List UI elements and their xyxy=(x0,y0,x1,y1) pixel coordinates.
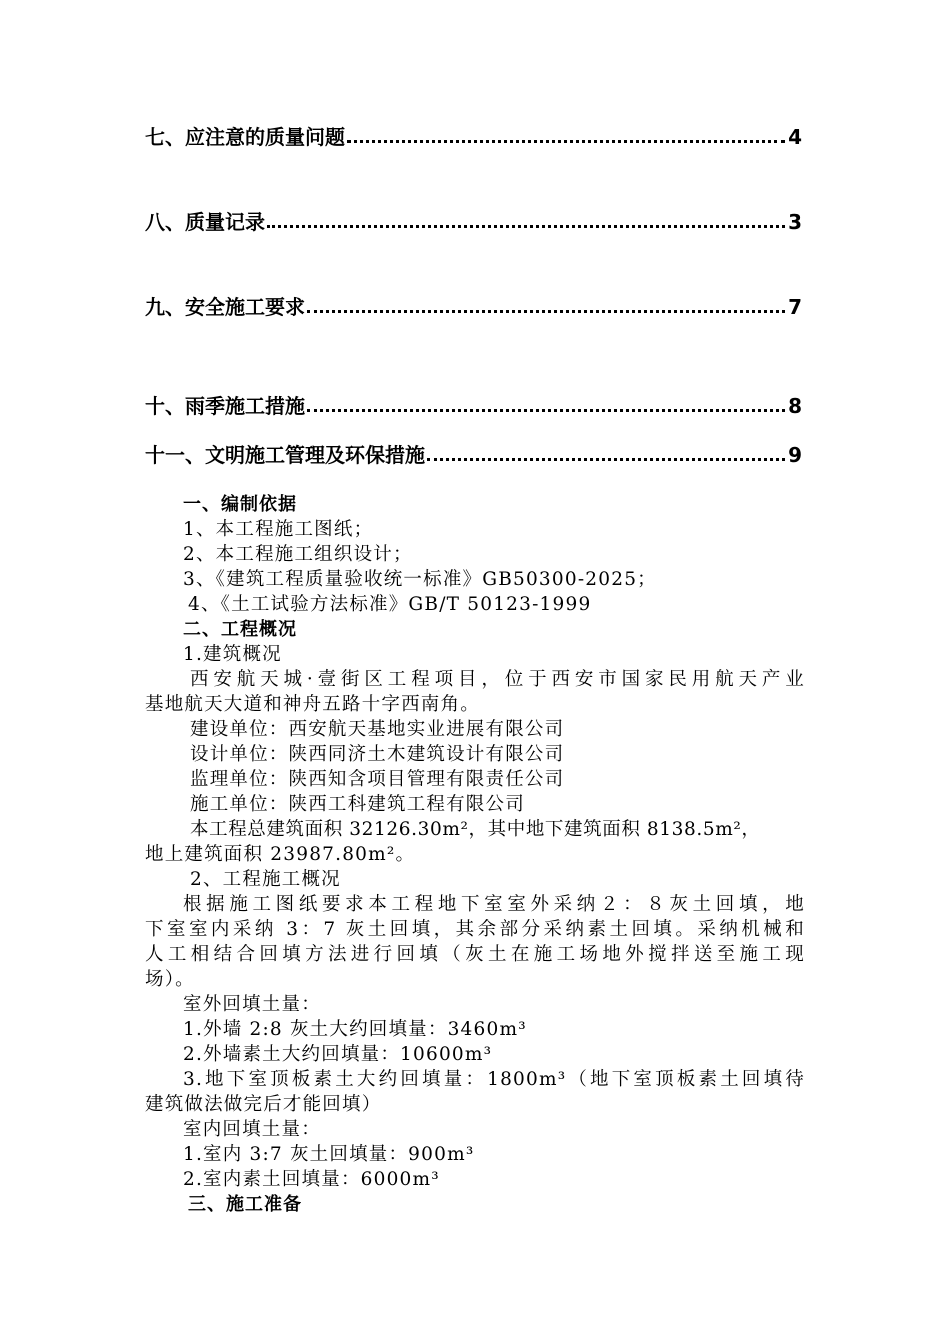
indoor-fill-title: 室内回填土量： xyxy=(183,1119,321,1140)
paragraph-line: 下室室内采纳 3：7 灰土回填，其余部分采纳素土回填。采纳机械和 xyxy=(145,919,805,940)
paragraph-line: 地上建筑面积 23987.80m²。 xyxy=(145,844,416,865)
fill-item: 1.外墙 2:8 灰土大约回填量：3460m³ xyxy=(183,1019,527,1040)
toc-page-number: 4 xyxy=(788,125,802,149)
toc-page-number: 9 xyxy=(788,443,802,467)
unit-line: 施工单位：陕西工科建筑工程有限公司 xyxy=(190,794,525,815)
fill-item: 3.地下室顶板素土大约回填量：1800m³（地下室顶板素土回填待 xyxy=(183,1069,805,1090)
paragraph-line: 建筑做法做完后才能回填） xyxy=(145,1094,382,1115)
basis-item: 2、本工程施工组织设计； xyxy=(183,544,413,565)
paragraph-line: 本工程总建筑面积 32126.30m²，其中地下建筑面积 8138.5m²， xyxy=(190,819,761,840)
toc-entry-10 xyxy=(145,391,802,421)
toc-leader-dots xyxy=(307,409,785,412)
toc-entry-7 xyxy=(145,122,802,152)
subsection-title: 2、工程施工概况 xyxy=(190,869,341,890)
subsection-title: 1.建筑概况 xyxy=(183,644,282,665)
toc-title: 十一、文明施工管理及环保措施 xyxy=(145,443,425,467)
fill-item: 2.外墙素土大约回填量：10600m³ xyxy=(183,1044,493,1065)
toc-leader-dots xyxy=(307,310,785,313)
toc-leader-dots xyxy=(267,225,785,228)
unit-line: 建设单位：西安航天基地实业进展有限公司 xyxy=(190,719,565,740)
toc-title: 十、雨季施工措施 xyxy=(145,394,305,418)
toc-title: 七、应注意的质量问题 xyxy=(145,125,345,149)
fill-item: 1.室内 3:7 灰土回填量：900m³ xyxy=(183,1144,475,1165)
paragraph-line: 西安航天城·壹街区工程项目，位于西安市国家民用航天产业 xyxy=(190,669,805,690)
toc-page-number: 3 xyxy=(788,210,802,234)
fill-item: 2.室内素土回填量：6000m³ xyxy=(183,1169,440,1190)
toc-entry-9 xyxy=(145,292,802,322)
toc-leader-dots xyxy=(347,140,785,143)
unit-line: 设计单位：陕西同济土木建筑设计有限公司 xyxy=(190,744,565,765)
toc-page-number: 8 xyxy=(788,394,802,418)
section-heading: 三、施工准备 xyxy=(188,1194,302,1215)
basis-item: 3、《建筑工程质量验收统一标准》GB50300-2025； xyxy=(183,569,657,590)
unit-line: 监理单位：陕西知含项目管理有限责任公司 xyxy=(190,769,565,790)
outdoor-fill-title: 室外回填土量： xyxy=(183,994,321,1015)
paragraph-line: 人工相结合回填方法进行回填（灰土在施工场地外搅拌送至施工现 xyxy=(145,944,805,965)
toc-page-number: 7 xyxy=(788,295,802,319)
paragraph-line: 基地航天大道和神舟五路十字西南角。 xyxy=(145,694,480,715)
toc-leader-dots xyxy=(427,458,785,461)
toc-title: 九、安全施工要求 xyxy=(145,295,305,319)
toc-entry-11 xyxy=(145,440,802,470)
paragraph-line: 场）。 xyxy=(145,969,195,990)
basis-item: 1、本工程施工图纸； xyxy=(183,519,374,540)
toc-entry-8 xyxy=(145,207,802,237)
basis-item: 4、《土工试验方法标准》GB/T 50123-1999 xyxy=(188,594,592,615)
toc-title: 八、质量记录 xyxy=(145,210,265,234)
section-heading: 一、编制依据 xyxy=(183,494,297,515)
paragraph-line: 根据施工图纸要求本工程地下室室外采纳２：８灰土回填，地 xyxy=(183,894,805,915)
section-heading: 二、工程概况 xyxy=(183,619,297,640)
